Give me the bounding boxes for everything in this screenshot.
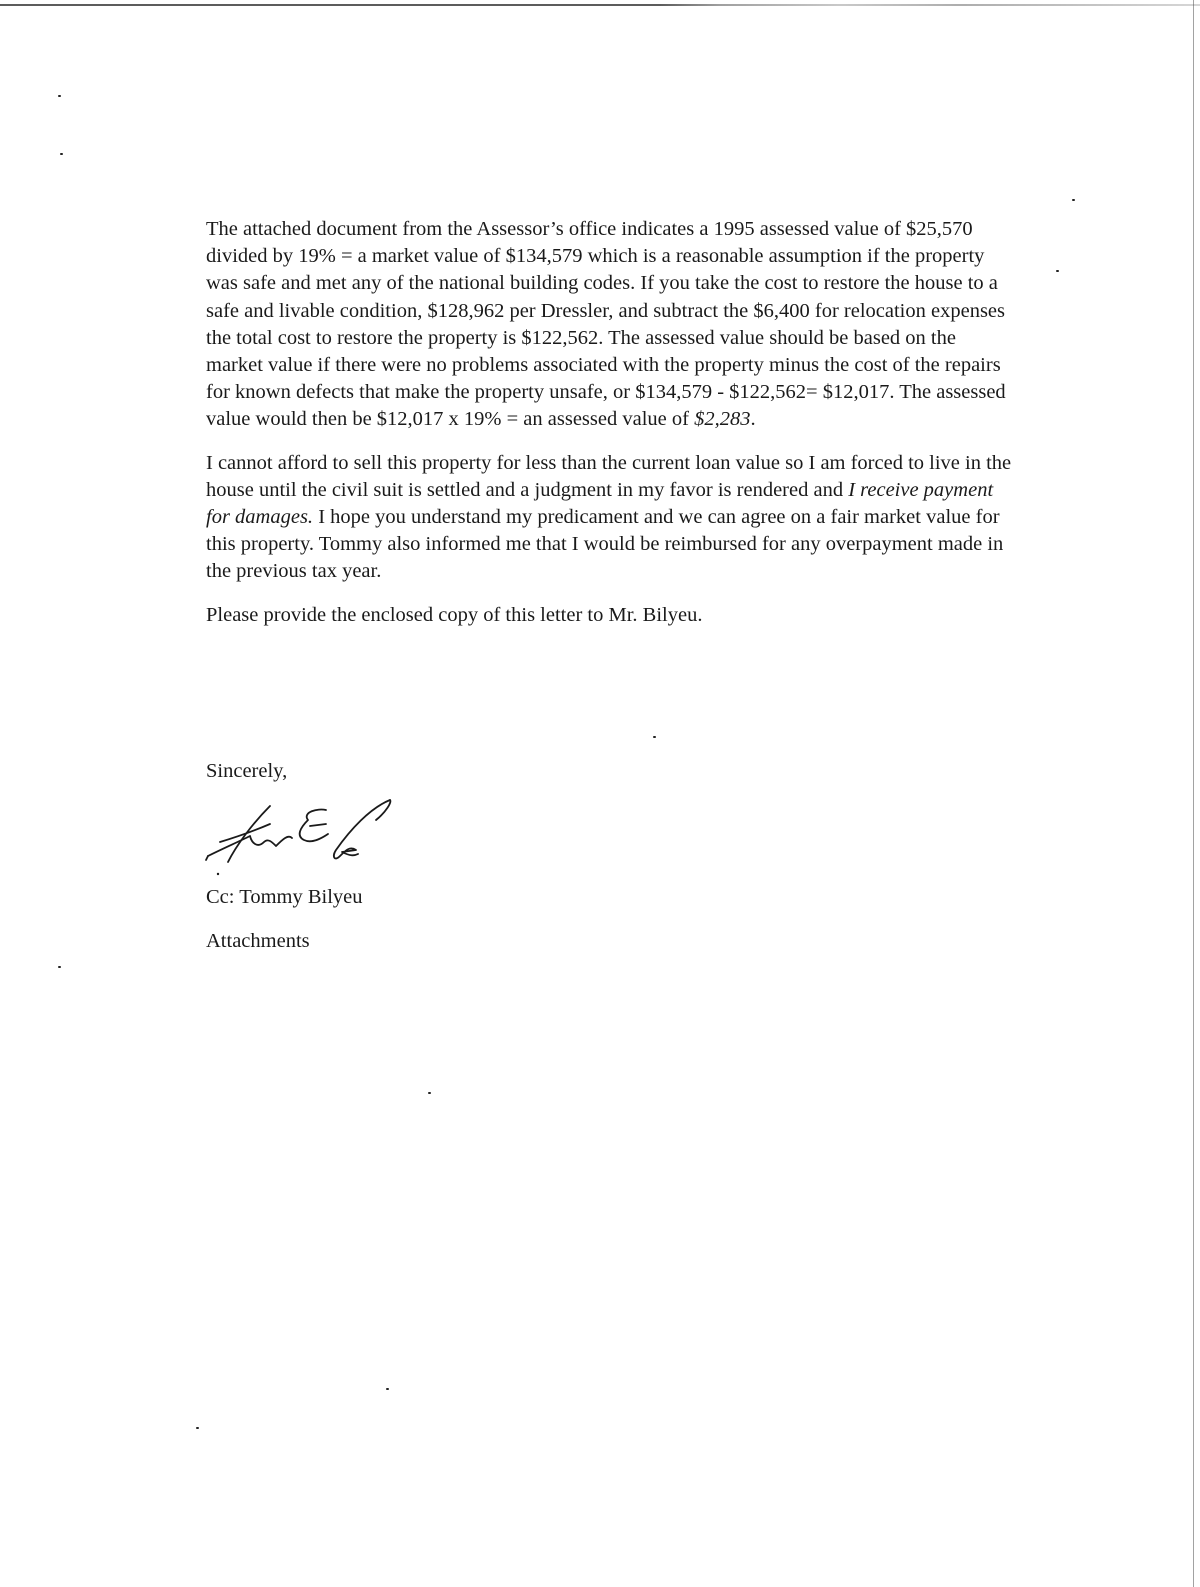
scan-speck — [428, 1092, 431, 1094]
scan-speck — [60, 153, 63, 155]
paragraph-1-end: . — [750, 408, 756, 431]
scan-speck — [58, 966, 61, 968]
assessed-value-figure: $2,283 — [694, 408, 751, 431]
scan-edge-top — [0, 4, 1200, 6]
paragraph-2-text: I cannot afford to sell this property for less than the current loan value so I am forced to live in the house until the civil suit is settled and a judgment in my favor is rendered and — [206, 451, 1012, 501]
handwritten-signature — [200, 790, 400, 880]
scan-speck — [1056, 270, 1059, 272]
paragraph-enclosed-copy: Please provide the enclosed copy of this letter to Mr. Bilyeu. — [206, 603, 703, 626]
paragraph-2-italic: I receive payment for damages. — [206, 478, 994, 529]
scan-speck — [196, 1427, 199, 1429]
scan-speck — [58, 95, 61, 97]
cc-line: Cc: Tommy Bilyeu — [206, 886, 363, 908]
letter-body — [206, 216, 1016, 645]
scan-edge-right — [1193, 0, 1194, 1587]
scan-speck — [386, 1388, 389, 1390]
paragraph-1-text: The attached document from the Assessor’s office indicates a 1995 assessed value of $25,570 divided by 19% = a market value of $134,579 which is a reasonable assumption if the property was safe and met any of the national building codes. If you take the cost to restore the house to a safe and livable condition, $128,962 per Dressler, and subtract the $6,400 for relocation expenses the total cost to restore the property is $122,562. The assessed value should be based on the market value if there were no problems associated with the property minus the cost of the repairs for known defects that make the property unsafe, or $134,579 - $122,562= $12,017. The assessed value would then be $12,017 x 19% = an assessed value of — [206, 218, 1006, 431]
paragraph-2-rest: I hope you understand my predicament and we can agree on a fair market value for this property. Tommy also informed me that I would be reimbursed for any overpayment made in the previous tax year. — [206, 506, 1004, 583]
scan-speck — [653, 736, 656, 738]
paragraph-loan-value — [206, 450, 1016, 586]
attachments-note: Attachments — [206, 930, 310, 952]
paragraph-assessed-value — [206, 216, 1016, 434]
closing-sincerely: Sincerely, — [206, 760, 288, 782]
scan-speck — [1072, 199, 1075, 201]
